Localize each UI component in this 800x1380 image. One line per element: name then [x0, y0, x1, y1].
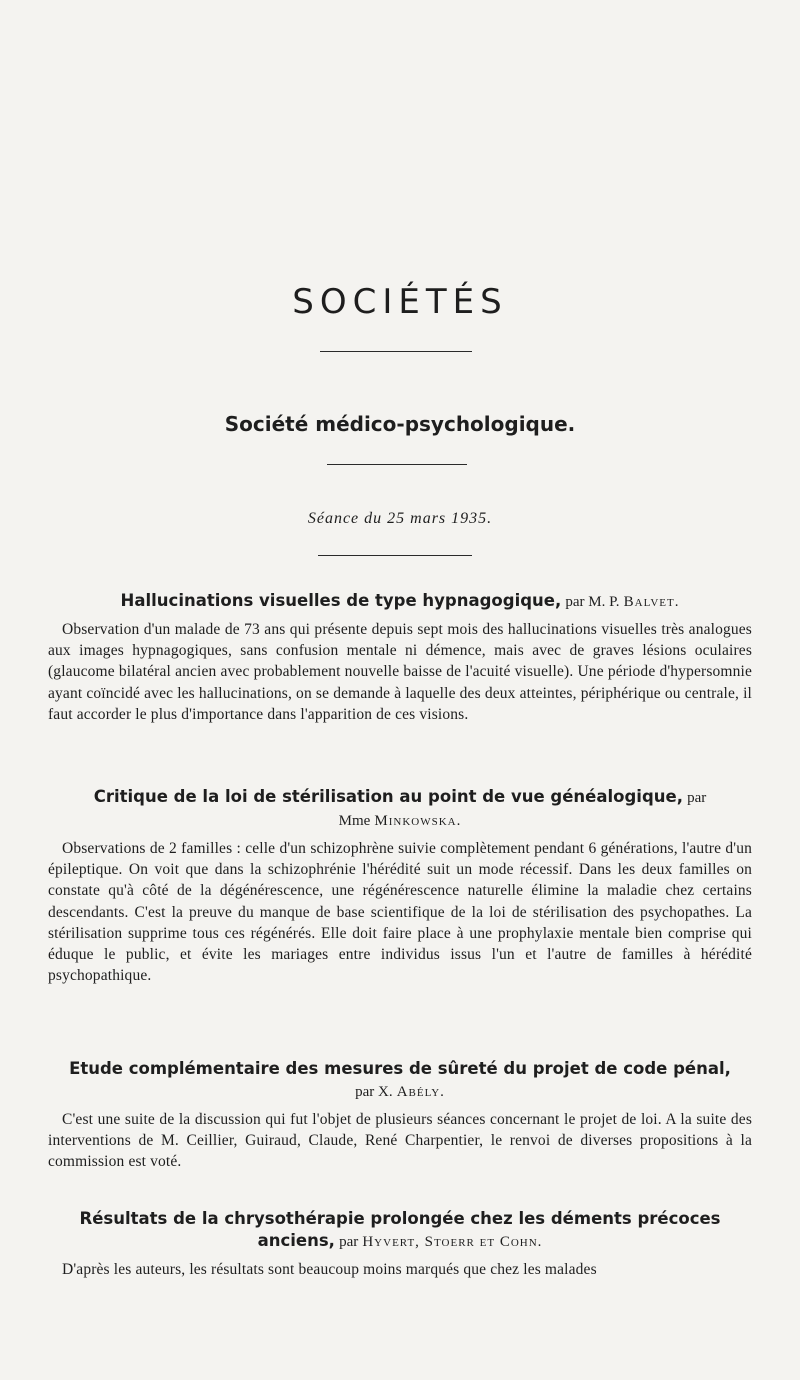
section-heading — [48, 1058, 752, 1103]
section-text: C'est une suite de la discussion qui fut l'objet de plusieurs séances concernant le projet de loi. A la suite des interventions de M. Ceillier, Guiraud, Claude, René Charpentier, le renvoi de diverses propositions à la commission est voté. — [48, 1111, 752, 1171]
section-heading — [48, 590, 752, 613]
author-prefix: par M. P. — [565, 594, 620, 610]
section-heading — [48, 1208, 752, 1253]
author-names: Abély. — [396, 1084, 445, 1100]
author-prefix: par Mme — [338, 790, 707, 829]
session-divider — [318, 555, 472, 556]
report-section — [48, 1208, 752, 1280]
author-prefix: par X. — [355, 1084, 393, 1100]
author-names: Minkowska. — [374, 813, 462, 829]
section-text: Observation d'un malade de 73 ans qui présente depuis sept mois des hallucinations visuelles très analogues aux images hypnagogiques, sans confusion mentale ni démence, mais avec de graves lésions oculaires (glaucome bilatéral ancien avec probablement nouvelle baisse de l'acuité visuelle). Une période d'hypersomnie ayant coïncidé avec les hallucinations, on se demande à laquelle des deux atteintes, périphérique ou centrale, il faut accorder le plus d'importance dans l'apparition de ces visions. — [48, 621, 752, 723]
society-divider — [327, 464, 467, 465]
session-date: Séance du 25 mars 1935. — [307, 510, 493, 527]
author-names: Hyvert, Stoerr et Cohn. — [362, 1234, 543, 1250]
section-title: Résultats de la chrysothérapie prolongée chez les déments précoces anciens, — [79, 1209, 721, 1250]
title-divider — [320, 351, 472, 352]
author-prefix: par — [339, 1234, 359, 1250]
report-section — [48, 590, 752, 725]
author-names: Balvet. — [623, 594, 680, 610]
report-section — [48, 1058, 752, 1173]
society-title: Société médico-psychologique. — [224, 412, 576, 436]
report-section — [48, 786, 752, 986]
section-title: Critique de la loi de stérilisation au point de vue généalogique, — [93, 787, 683, 806]
section-title: Hallucinations visuelles de type hypnagogique, — [120, 591, 562, 610]
section-text: Observations de 2 familles : celle d'un schizophrène suivie complètement pendant 6 générations, l'autre d'un épileptique. On voit que dans la schizophrénie l'hérédité suit un mode récessif. Dans les deux familles on constate qu'à côté de la dégénérescence, une régénérescence naturelle élimine la maladie chez certains descendants. C'est la preuve du manque de base scientifique de la loi de stérilisation des psychopathes. La stérilisation supprime tous ces régénérés. Elle doit faire place à une prophylaxie mentale bien comprise qui éduque le public, et évite les mariages entre individus issus l'un et l'autre de familles à hérédité psychopathique. — [48, 840, 752, 985]
page-title: SOCIÉTÉS — [292, 282, 508, 322]
section-heading — [48, 786, 752, 832]
section-text: D'après les auteurs, les résultats sont beaucoup moins marqués que chez les malades — [62, 1261, 597, 1278]
section-title: Etude complémentaire des mesures de sûreté du projet de code pénal, — [69, 1059, 731, 1078]
